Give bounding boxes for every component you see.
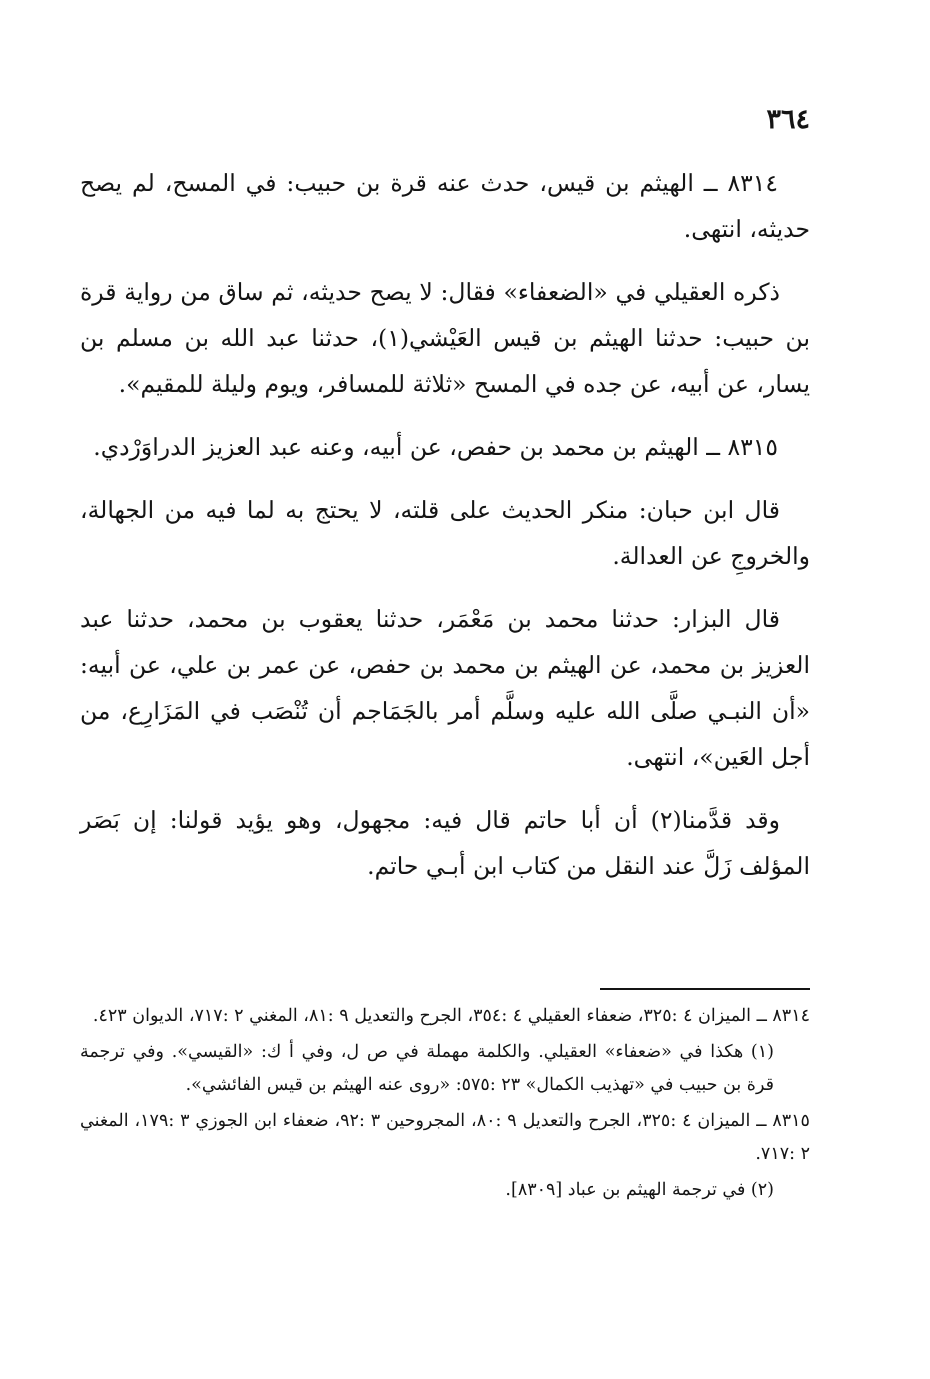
entry-8315: ٨٣١٥ ــ الهيثم بن محمد بن حفص، عن أبيه، وعنه عبد العزيز الدراوَرْدي. [93,433,778,461]
paragraph-abu-hatim: وقد قدَّمنا(٢) أن أبا حاتم قال فيه: مجهول، وهو يؤيد قولنا: إن بَصَر المؤلف زَلَّ عند النقل من كتاب ابن أبـي حاتم. [80,806,810,880]
main-text [80,160,810,906]
entry-8314: ٨٣١٤ ــ الهيثم بن قيس، حدث عنه قرة بن حبيب: في المسح، لم يصح حديثه، انتهى. [80,169,810,243]
paragraph-bazzar: قال البزار: حدثنا محمد بن مَعْمَر، حدثنا يعقوب بن محمد، حدثنا عبد العزيز بن محمد، عن الهيثم بن محمد بن حفص، عن عمر بن علي، عن أبيه: «أن النبـي صلَّى الله عليه وسلَّم أمر بالجَمَاجم أن تُنْصَب في المَزَارِع، من أجل العَين»، انتهى. [80,605,810,771]
footnotes [80,1000,810,1210]
footnote-1: (١) هكذا في «ضعفاء» العقيلي. والكلمة مهملة في ص ل، وفي أ ك: «القيسي». وفي ترجمة قرة بن حبيب في «تهذيب الكمال» ٢٣ :٥٧٥: «روى عنه الهيثم بن قيس الفائشي». [80,1042,774,1095]
footnote-source-8315: ٨٣١٥ ــ الميزان ٤ :٣٢٥، الجرح والتعديل ٩ :٨٠، المجروحين ٣ :٩٢، ضعفاء ابن الجوزي ٣ :١٧٩، المغني ٢ :٧١٧. [80,1111,810,1164]
footnote-source-8314: ٨٣١٤ ــ الميزان ٤ :٣٢٥، ضعفاء العقيلي ٤ :٣٥٤، الجرح والتعديل ٩ :٨١، المغني ٢ :٧١٧، الديوان ٤٢٣. [92,1006,810,1026]
paragraph-ibn-hibban: قال ابن حبان: منكر الحديث على قلته، لا يحتج به لما فيه من الجهالة، والخروجِ عن العدالة. [80,496,810,570]
footnote-2: (٢) في ترجمة الهيثم بن عباد [٨٣٠٩]. [505,1180,774,1200]
page-number: ٣٦٤ [766,104,810,135]
paragraph-aqili: ذكره العقيلي في «الضعفاء» فقال: لا يصح حديثه، ثم ساق من رواية قرة بن حبيب: حدثنا الهيثم بن قيس العَيْشي(١)، حدثنا عبد الله بن مسلم بن يسار، عن أبيه، عن جده في المسح «ثلاثة للمسافر، ويوم وليلة للمقيم». [80,278,810,398]
footnote-divider [600,988,810,990]
